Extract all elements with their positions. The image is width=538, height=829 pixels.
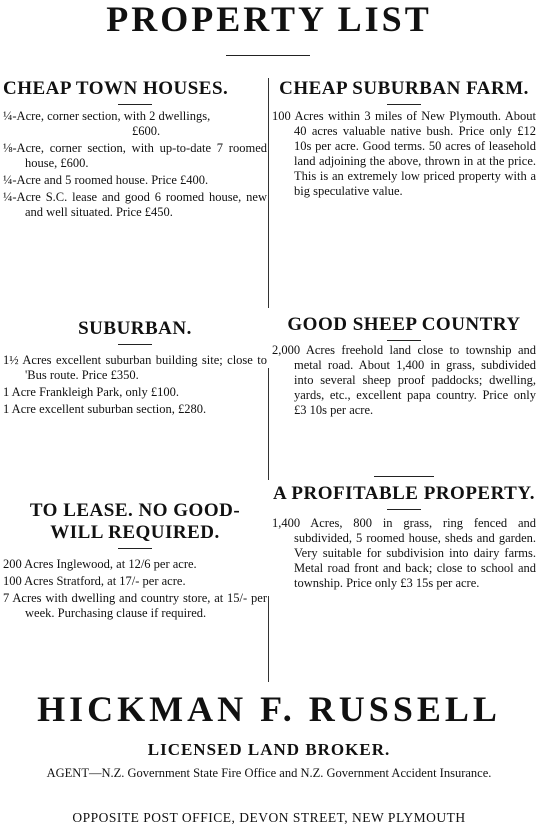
- listing-item: ¼-Acre and 5 roomed house. Price £400.: [3, 173, 209, 187]
- column-divider-bottom: [268, 596, 269, 682]
- left-section-to-lease: [3, 500, 267, 623]
- listing-item: 1,400 Acres, 800 in grass, ring fenced and subdivided, 5 roomed house, sheds and garden. Very suitable for subdivision into dairy farms. Metal road front and back; close to school and township. Price only £3 15s per acre.: [272, 516, 536, 590]
- listing-item: 2,000 Acres freehold land close to township and metal road. About 1,400 in grass, subdivided into several sheep proof paddocks; dwelling, yards, etc., excellent papa country. Price only £3 10s per acre.: [272, 343, 536, 417]
- section-heading: GOOD SHEEP COUNTRY: [287, 314, 521, 335]
- section-divider: [374, 476, 434, 477]
- page-title: PROPERTY LIST: [106, 0, 432, 39]
- section-heading: CHEAP SUBURBAN FARM.: [279, 78, 529, 99]
- column-divider-top: [268, 78, 269, 308]
- listing-item: 1 Acre excellent suburban section, £280.: [3, 402, 207, 416]
- section-heading: CHEAP TOWN HOUSES.: [3, 78, 229, 99]
- listing-item: ¼-Acre S.C. lease and good 6 roomed house, new and well situated. Price £450.: [3, 190, 267, 219]
- broker-title: LICENSED LAND BROKER.: [147, 740, 391, 759]
- section-divider: [118, 104, 152, 105]
- listing-item: 100 Acres Stratford, at 17/- per acre.: [3, 574, 186, 588]
- left-section-suburban: [3, 318, 267, 419]
- listing-item: ¼-Acre, corner section, with 2 dwellings, £600.: [3, 109, 211, 138]
- broker-name: HICKMAN F. RUSSELL: [37, 689, 501, 729]
- section-divider: [118, 548, 152, 549]
- section-heading: TO LEASE. NO GOOD-WILL REQUIRED.: [29, 500, 241, 543]
- listing-item: 1½ Acres excellent suburban building site; close to 'Bus route. Price £350.: [3, 353, 267, 382]
- address-line: OPPOSITE POST OFFICE, DEVON STREET, NEW PLYMOUTH: [72, 810, 466, 825]
- agent-line: AGENT—N.Z. Government State Fire Office and N.Z. Government Accident Insurance.: [46, 766, 492, 780]
- listing-item: 1 Acre Frankleigh Park, only £100.: [3, 385, 180, 399]
- section-divider: [387, 509, 421, 510]
- section-divider: [387, 340, 421, 341]
- right-section-suburban-farm: [272, 78, 536, 201]
- column-divider-middle: [268, 368, 269, 480]
- listing-item: ⅛-Acre, corner section, with up-to-date 7 roomed house, £600.: [3, 141, 267, 170]
- section-divider: [387, 104, 421, 105]
- listing-item: 200 Acres Inglewood, at 12/6 per acre.: [3, 557, 197, 571]
- section-heading: A PROFITABLE PROPERTY.: [272, 483, 536, 504]
- right-section-profitable-property: [272, 472, 536, 593]
- listing-item: 7 Acres with dwelling and country store, at 15/- per week. Purchasing clause if required.: [3, 591, 267, 620]
- left-section-town-houses: [3, 78, 267, 222]
- section-heading: SUBURBAN.: [78, 318, 192, 339]
- title-divider: [226, 55, 310, 56]
- section-divider: [118, 344, 152, 345]
- right-section-sheep-country: [272, 314, 536, 420]
- listing-item: 100 Acres within 3 miles of New Plymouth. About 40 acres valuable native bush. Price only £12 10s per acre. Good terms. 50 acres of leasehold land adjoining the above, thrown in at the price. This is an extremely low priced property with a big speculative value.: [272, 109, 536, 198]
